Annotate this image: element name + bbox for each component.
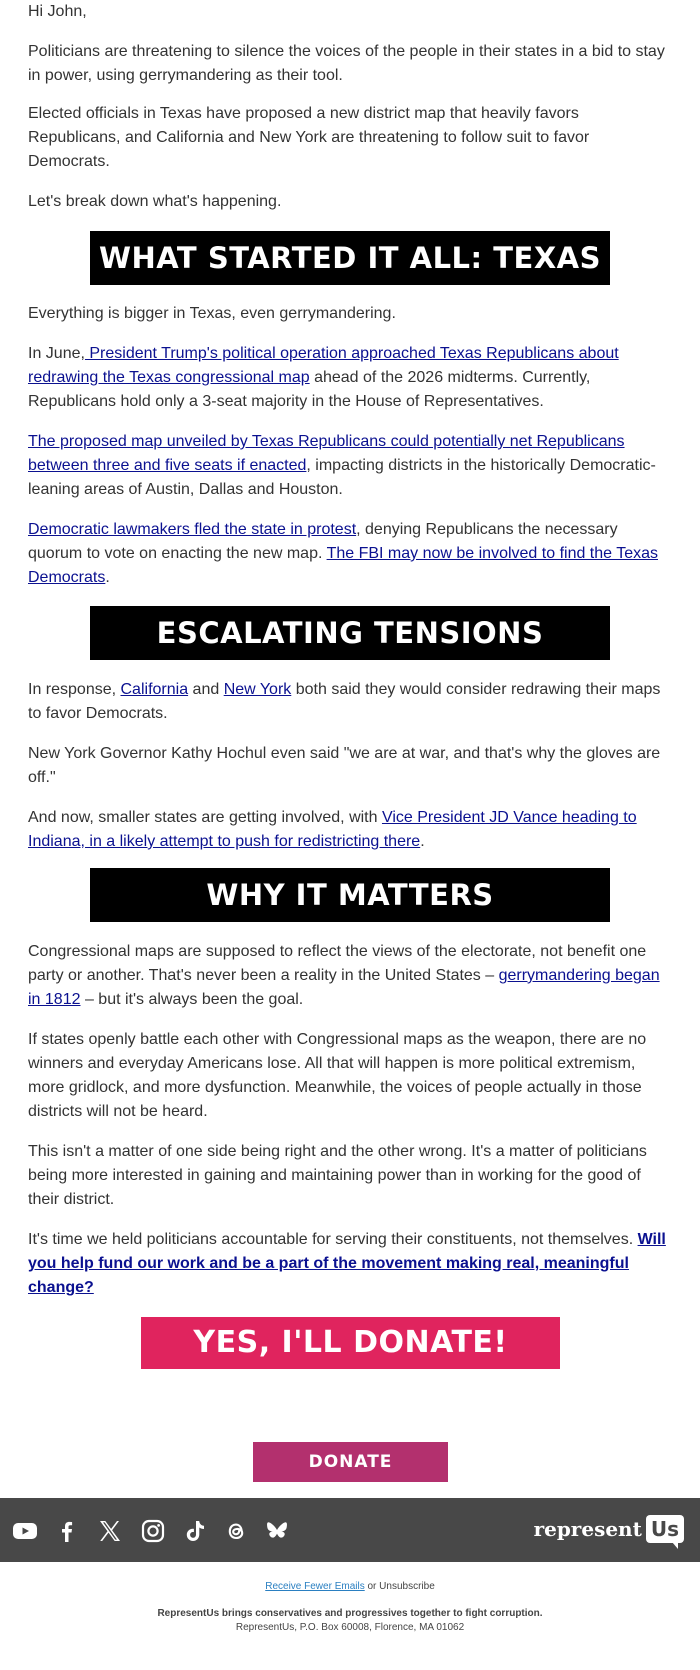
text: . bbox=[105, 569, 110, 586]
intro-paragraph-1: Politicians are threatening to silence the voices of the people in their states in a bid to stay in power, using gerrymandering as their tool. bbox=[28, 43, 665, 84]
texas-paragraph-3 bbox=[28, 430, 668, 502]
threads-icon[interactable] bbox=[223, 1518, 249, 1544]
text: Congressional maps are supposed to reflect the views of the electorate, not benefit one party or another. That's never been a reality in the United States – bbox=[28, 943, 647, 984]
california-link[interactable]: California bbox=[120, 681, 189, 698]
text: In response, bbox=[28, 681, 121, 698]
section-heading-tensions: ESCALATING TENSIONS bbox=[90, 606, 610, 660]
texas-paragraph-1: Everything is bigger in Texas, even gerrymandering. bbox=[28, 305, 396, 322]
tensions-paragraph-2: New York Governor Kathy Hochul even said "we are at war, and that's why the gloves are off." bbox=[28, 745, 661, 786]
representus-logo bbox=[534, 1510, 684, 1548]
text: In June, bbox=[28, 345, 85, 362]
texas-paragraph-4 bbox=[28, 518, 668, 590]
tiktok-icon[interactable] bbox=[182, 1518, 208, 1544]
text: both said they would consider redrawing their maps to favor Democrats. bbox=[28, 681, 661, 722]
matters-paragraph-2: If states openly battle each other with Congressional maps as the weapon, there are no winners and everyday Americans lose. All that will happen is more political extremism, more gridlock, and more dysfunction. Meanwhile, the voices of people actually in those districts will not be heard. bbox=[28, 1031, 647, 1120]
section-heading-texas: WHAT STARTED IT ALL: TEXAS bbox=[90, 231, 610, 285]
yes-donate-button[interactable]: YES, I'LL DONATE! bbox=[141, 1317, 560, 1369]
matters-paragraph-1 bbox=[28, 940, 668, 1012]
instagram-icon[interactable] bbox=[140, 1518, 166, 1544]
gerrymandering-1812-link[interactable]: gerrymandering began in 1812 bbox=[28, 967, 660, 1008]
text: . bbox=[420, 833, 425, 850]
matters-paragraph-4 bbox=[28, 1228, 668, 1300]
intro-paragraph-2: Elected officials in Texas have proposed a new district map that heavily favors Republicans, and California and New York are threatening to follow suit to favor Democrats. bbox=[28, 105, 590, 170]
fbi-link[interactable]: The FBI may now be involved to find the Texas Democrats bbox=[28, 545, 658, 586]
section-heading-why-it-matters: WHY IT MATTERS bbox=[90, 868, 610, 922]
footer-bar bbox=[0, 1498, 700, 1562]
text: or bbox=[364, 1581, 380, 1592]
text: , impacting districts in the historically Democratic-leaning areas of Austin, Dallas and Houston. bbox=[28, 457, 656, 498]
greeting: Hi John, bbox=[28, 3, 87, 20]
vance-indiana-link[interactable]: Vice President JD Vance heading to Indiana, in a likely attempt to push for redistricting there bbox=[28, 809, 637, 850]
receive-fewer-emails-link[interactable]: Receive Fewer Emails bbox=[265, 1581, 365, 1592]
fund-our-work-link[interactable]: Will you help fund our work and be a part of the movement making real, meaningful change? bbox=[28, 1231, 666, 1296]
text: ahead of the 2026 midterms. Currently, Republicans hold only a 3-seat majority in the House of Representatives. bbox=[28, 369, 591, 410]
footer-tagline: RepresentUs brings conservatives and progressives together to fight corruption. bbox=[157, 1608, 543, 1619]
tensions-paragraph-3 bbox=[28, 806, 668, 854]
text: It's time we held politicians accountable for serving their constituents, not themselves. bbox=[28, 1231, 638, 1248]
texas-paragraph-2 bbox=[28, 342, 668, 414]
bluesky-icon[interactable] bbox=[264, 1518, 290, 1544]
democrats-fled-link[interactable]: Democratic lawmakers fled the state in protest bbox=[28, 521, 357, 538]
new-york-link[interactable]: New York bbox=[223, 681, 292, 698]
youtube-icon[interactable] bbox=[12, 1518, 38, 1544]
donate-button[interactable]: DONATE bbox=[253, 1442, 448, 1482]
unsubscribe-link[interactable]: Unsubscribe bbox=[379, 1581, 435, 1592]
footer-address: RepresentUs, P.O. Box 60008, Florence, MA 01062 bbox=[235, 1622, 465, 1633]
text: and bbox=[188, 681, 224, 698]
intro-paragraph-3: Let's break down what's happening. bbox=[28, 193, 282, 210]
email-preferences bbox=[0, 1580, 700, 1594]
logo-us-badge: Us bbox=[646, 1515, 684, 1543]
text: And now, smaller states are getting involved, with bbox=[28, 809, 382, 826]
trump-operation-link[interactable]: President Trump's political operation approached Texas Republicans about redrawing the Texas congressional map bbox=[28, 345, 619, 386]
matters-paragraph-3: This isn't a matter of one side being right and the other wrong. It's a matter of politicians being more interested in gaining and maintaining power than in working for the good of their district. bbox=[28, 1143, 647, 1208]
logo-wordmark: represent bbox=[533, 1517, 642, 1541]
tensions-paragraph-1 bbox=[28, 678, 668, 726]
text: – but it's always been the goal. bbox=[80, 991, 304, 1008]
proposed-map-link[interactable]: The proposed map unveiled by Texas Republicans could potentially net Republicans between three and five seats if enacted bbox=[28, 433, 625, 474]
text: , denying Republicans the necessary quorum to vote on enacting the new map. bbox=[28, 521, 618, 562]
facebook-icon[interactable] bbox=[54, 1518, 80, 1544]
x-icon[interactable] bbox=[97, 1518, 123, 1544]
